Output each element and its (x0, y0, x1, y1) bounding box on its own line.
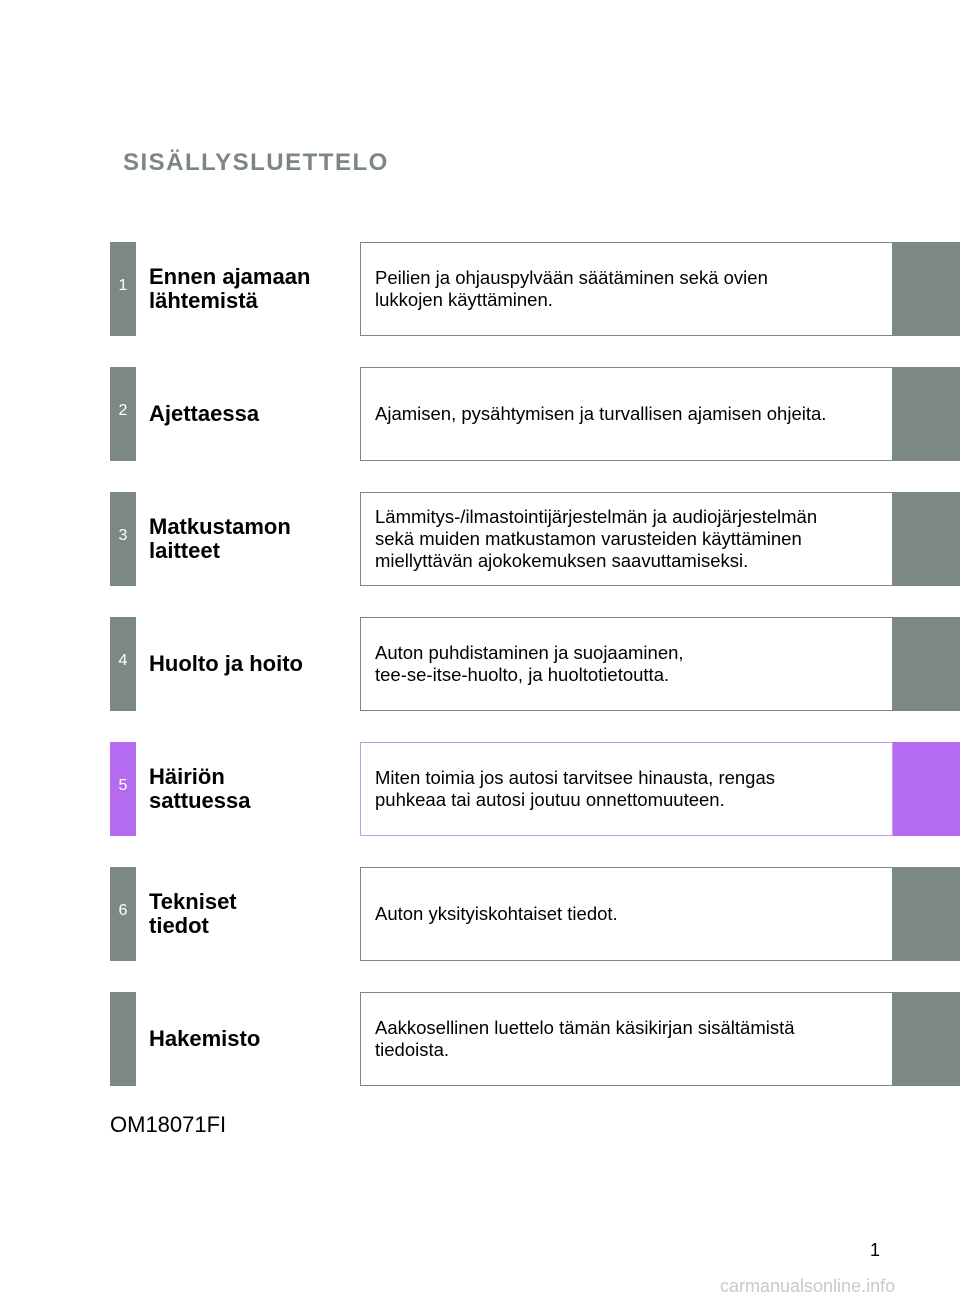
chapter-description-box (360, 742, 893, 836)
toc-row-1[interactable] (110, 242, 960, 336)
chapter-description: Peilien ja ohjauspylvään säätäminen sekä ovien lukkojen käyttäminen. (375, 267, 768, 310)
chapter-description-box (360, 492, 893, 586)
chapter-number-tab (110, 617, 136, 711)
page-title: SISÄLLYSLUETTELO (123, 149, 389, 176)
toc-row-index[interactable] (110, 992, 960, 1086)
chapter-title[interactable]: Ennen ajamaan lähtemistä (149, 264, 311, 313)
chapter-title[interactable]: Hakemisto (149, 1026, 261, 1051)
chapter-title[interactable]: Tekniset tiedot (149, 889, 237, 938)
toc-row-2[interactable] (110, 367, 960, 461)
chapter-description-box (360, 867, 893, 961)
chapter-number-tab (110, 367, 136, 461)
chapter-title[interactable]: Huolto ja hoito (149, 651, 303, 676)
chapter-description: Ajamisen, pysähtymisen ja turvallisen ajamisen ohjeita. (375, 403, 827, 424)
chapter-title[interactable]: Häiriön sattuessa (149, 764, 251, 813)
chapter-edge-tab[interactable] (893, 242, 960, 336)
chapter-description-box (360, 617, 893, 711)
chapter-number-tab (110, 742, 136, 836)
toc-row-5[interactable] (110, 742, 960, 836)
chapter-edge-tab[interactable] (893, 492, 960, 586)
chapter-number-tab (110, 867, 136, 961)
watermark: carmanualsonline.info (720, 1276, 896, 1296)
chapter-edge-tab[interactable] (893, 742, 960, 836)
chapter-edge-tab[interactable] (893, 867, 960, 961)
chapter-title[interactable]: Ajettaessa (149, 401, 260, 426)
chapter-number: 4 (118, 652, 128, 669)
chapter-edge-tab[interactable] (893, 992, 960, 1086)
chapter-number-tab (110, 992, 136, 1086)
chapter-description-box (360, 992, 893, 1086)
chapter-number-tab (110, 492, 136, 586)
chapter-description: Auton yksityiskohtaiset tiedot. (375, 903, 618, 924)
chapter-number: 2 (118, 402, 128, 419)
chapter-description: Auton puhdistaminen ja suojaaminen, tee-se-itse-huolto, ja huoltotietoutta. (375, 642, 684, 685)
chapter-number-tab (110, 242, 136, 336)
chapter-description: Aakkosellinen luettelo tämän käsikirjan sisältämistä tiedoista. (375, 1017, 795, 1060)
chapter-description: Lämmitys-/ilmastointijärjestelmän ja audiojärjestelmän sekä muiden matkustamon varusteiden käyttäminen miellyttävän ajokokemuksen saavuttamiseksi. (375, 506, 818, 571)
toc-row-3[interactable] (110, 492, 960, 586)
chapter-edge-tab[interactable] (893, 367, 960, 461)
toc-row-4[interactable] (110, 617, 960, 711)
chapter-description: Miten toimia jos autosi tarvitsee hinausta, rengas puhkeaa tai autosi joutuu onnettomuuteen. (375, 767, 776, 810)
toc-row-6[interactable] (110, 867, 960, 961)
page-number: 1 (870, 1240, 881, 1260)
chapter-number: 3 (118, 527, 128, 544)
document-code: OM18071FI (110, 1112, 227, 1137)
chapter-number: 5 (118, 777, 128, 794)
chapter-description-box (360, 242, 893, 336)
chapter-description-box (360, 367, 893, 461)
chapter-edge-tab[interactable] (893, 617, 960, 711)
chapter-number: 6 (118, 902, 128, 919)
chapter-title[interactable]: Matkustamon laitteet (149, 514, 291, 563)
chapter-number: 1 (118, 277, 128, 294)
